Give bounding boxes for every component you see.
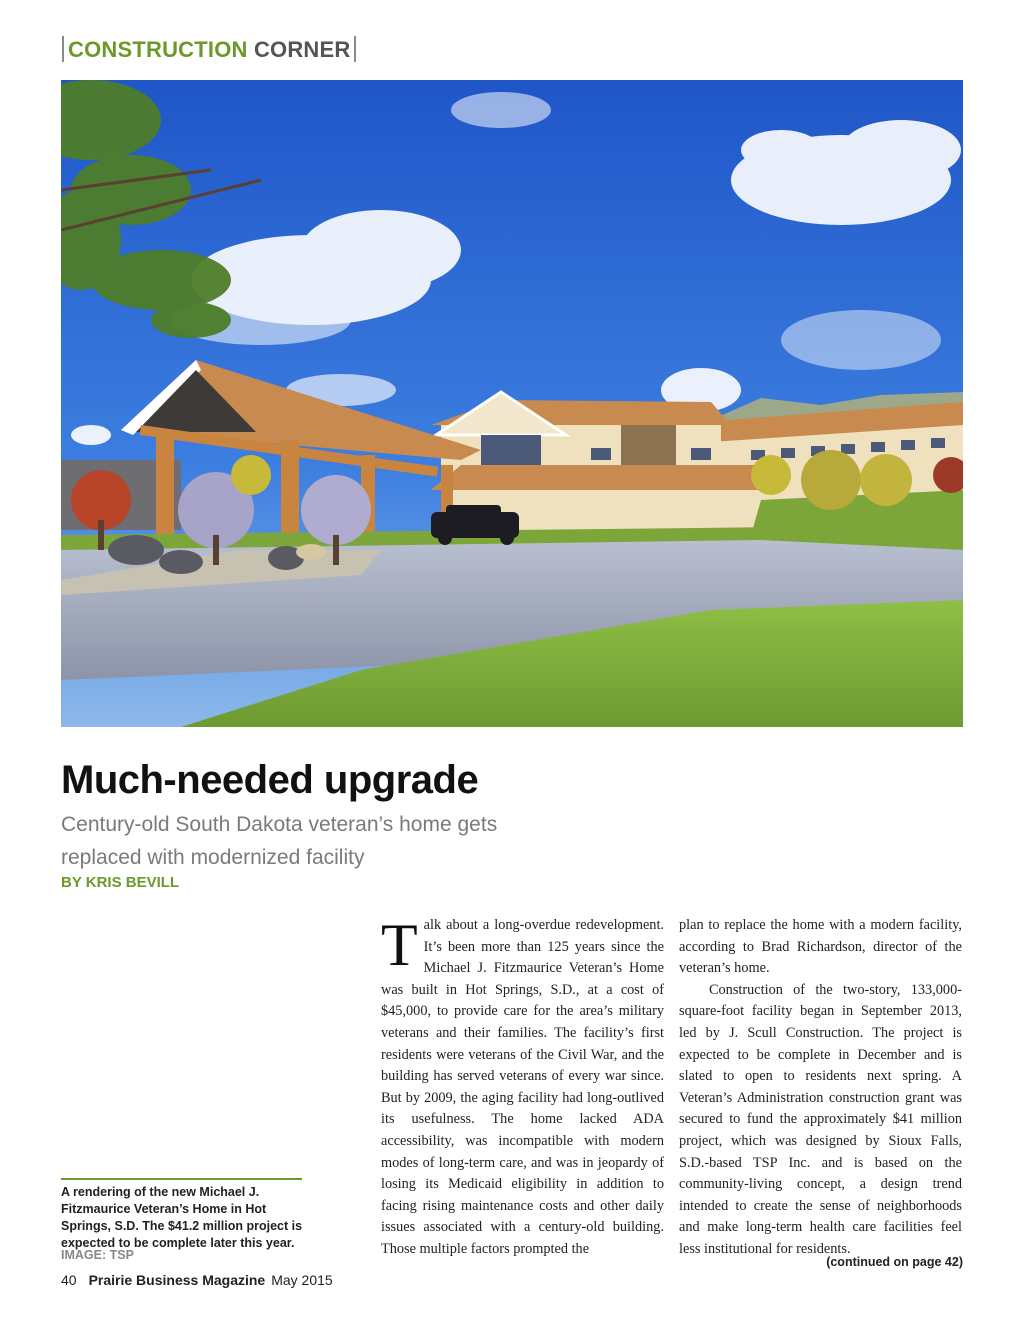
continued-link[interactable]: (continued on page 42) <box>826 1255 963 1269</box>
image-credit: IMAGE: TSP <box>61 1248 134 1262</box>
body-text-col2-para2: Construction of the two-story, 133,000-square-foot facility began in September 2013, led by J. Scull Construction. The project is expected to be complete in December and is slated to open to residents next spring. A Veteran’s Administration construction grant was secured to fund the approximately $41 million project, which was designed by Sioux Falls, S.D.-based TSP Inc. and is based on the community-living concept, a design trend intended to create the sense of neighborhoods and make long-term health care facilities feel less institutional for residents. <box>679 981 962 1257</box>
page-footer <box>61 1272 333 1288</box>
body-column-2 <box>679 915 962 1261</box>
section-tag <box>62 36 356 64</box>
byline: BY KRIS BEVILL <box>61 874 180 891</box>
body-text-col2-para1: plan to replace the home with a modern facility, according to Brad Richardson, director of the veteran’s home. <box>679 917 962 977</box>
building-rendering-image <box>61 80 963 727</box>
section-tag-word1: CONSTRUCTION <box>68 37 248 62</box>
page-number: 40 <box>61 1272 77 1288</box>
caption-divider <box>61 1178 302 1180</box>
issue-date: May 2015 <box>271 1272 333 1288</box>
section-tag-word2: CORNER <box>253 37 351 62</box>
headline: Much-needed upgrade <box>61 758 479 802</box>
body-text-col1: alk about a long-overdue redevelopment. It’s been more than 125 years since the Michael J. Fitzmaurice Veteran’s Home was built in Hot Springs, S.D., at a cost of $45,000, to provide care for the area’s military veterans and their families. The facility’s first residents were veterans of the Civil War, and the building has served veterans of every war since. But by 2009, the aging facility had long-outlived its usefulness. The home lacked ADA accessibility, was incompatible with modern modes of long-term care, and was in jeopardy of losing its Medicaid eligibility in addition to facing rising maintenance costs and other daily issues associated with a century-old building. Those multiple factors prompted the <box>381 917 664 1257</box>
image-caption: A rendering of the new Michael J. Fitzmaurice Veteran’s Home in Hot Springs, S.D. The $41.2 million project is expected to be complete later this year. <box>61 1185 303 1250</box>
drop-cap: T <box>381 912 418 978</box>
subheadline: Century-old South Dakota veteran’s home gets replaced with modernized facility <box>61 813 498 869</box>
body-column-1 <box>381 912 664 1261</box>
section-tag-divider <box>62 36 64 62</box>
magazine-name: Prairie Business Magazine <box>88 1272 266 1288</box>
section-tag-divider <box>354 36 356 62</box>
